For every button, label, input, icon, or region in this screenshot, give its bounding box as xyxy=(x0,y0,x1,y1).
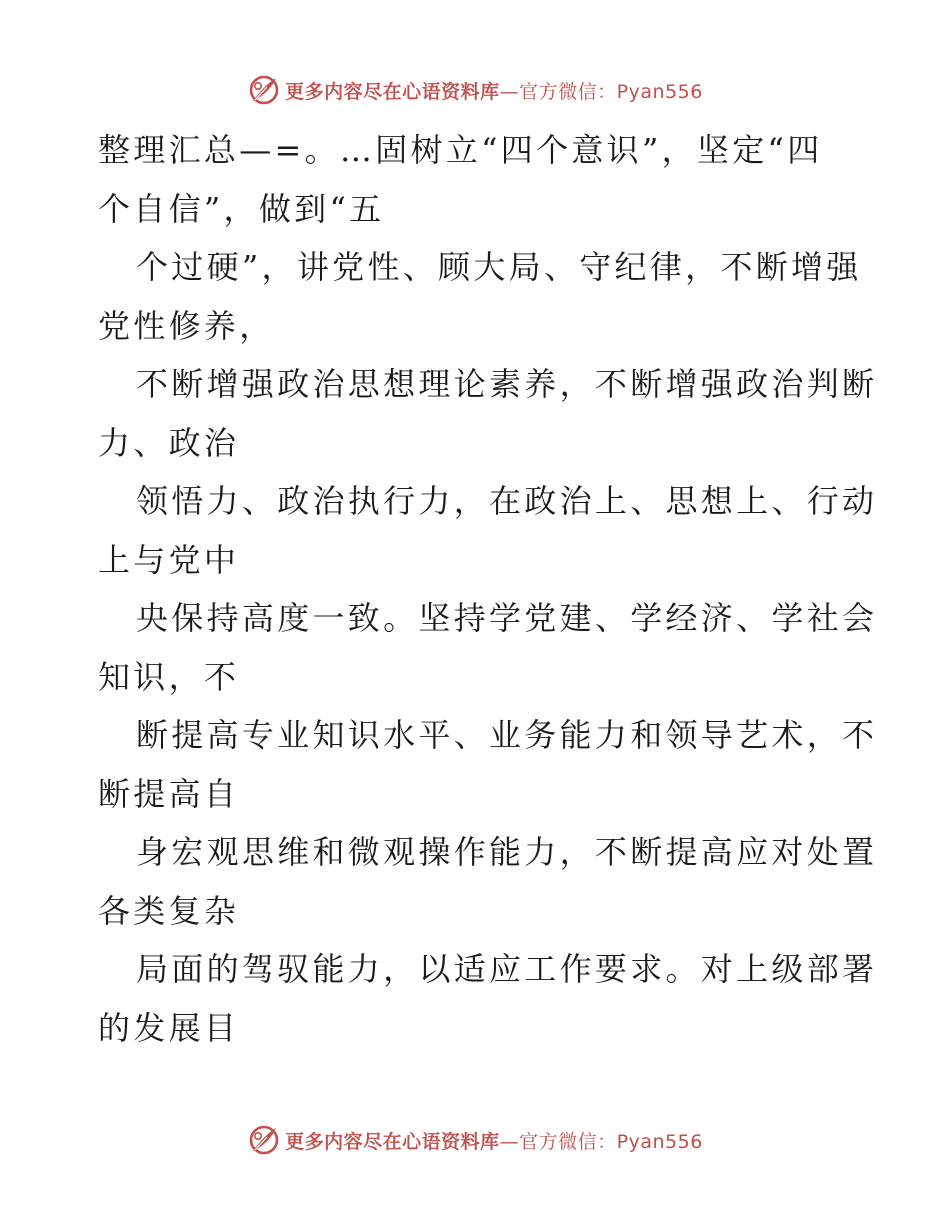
text-line: 整理汇总—=。…固树立“四个意识”，坚定“四 xyxy=(98,131,823,169)
text-line: 知识，不 xyxy=(98,657,240,696)
text-line: 上与党中 xyxy=(98,540,240,579)
header-banner-dash: — xyxy=(499,80,520,103)
text-line: 的发展目 xyxy=(98,1008,240,1047)
header-banner-title: 更多内容尽在心语资料库 xyxy=(285,80,500,103)
text-line: 断提高自 xyxy=(98,774,240,813)
text-line: 身宏观思维和微观操作能力，不断提高应对处置 xyxy=(136,833,878,871)
footer-banner-wechat: 官方微信：Pyan556 xyxy=(519,1130,703,1153)
text-line: 个自信”，做到“五 xyxy=(98,189,385,228)
text-line: 局面的驾驭能力，以适应工作要求。对上级部署 xyxy=(136,950,878,988)
feather-pen-logo-icon xyxy=(247,73,281,107)
text-line: 不断增强政治思想理论素养，不断增强政治判断 xyxy=(136,365,878,403)
text-line: 各类复杂 xyxy=(98,891,240,930)
footer-banner-text xyxy=(285,1127,703,1154)
text-line: 党性修养， xyxy=(98,306,275,345)
text-line: 断提高专业知识水平、业务能力和领导艺术，不 xyxy=(136,716,878,754)
text-line: 央保持高度一致。坚持学党建、学经济、学社会 xyxy=(136,599,878,637)
footer-banner-title: 更多内容尽在心语资料库 xyxy=(285,1130,500,1153)
text-line: 个过硬”，讲党性、顾大局、守纪律，不断增强 xyxy=(136,248,862,286)
footer-banner-dash: — xyxy=(499,1130,520,1153)
header-banner xyxy=(0,70,950,110)
header-banner-wechat: 官方微信：Pyan556 xyxy=(519,80,703,103)
header-banner-text xyxy=(285,77,703,104)
feather-pen-logo-icon xyxy=(247,1123,281,1157)
text-line: 力、政治 xyxy=(98,423,240,462)
footer-banner xyxy=(0,1120,950,1160)
text-line: 领悟力、政治执行力，在政治上、思想上、行动 xyxy=(136,482,878,520)
document-body xyxy=(98,121,878,1057)
